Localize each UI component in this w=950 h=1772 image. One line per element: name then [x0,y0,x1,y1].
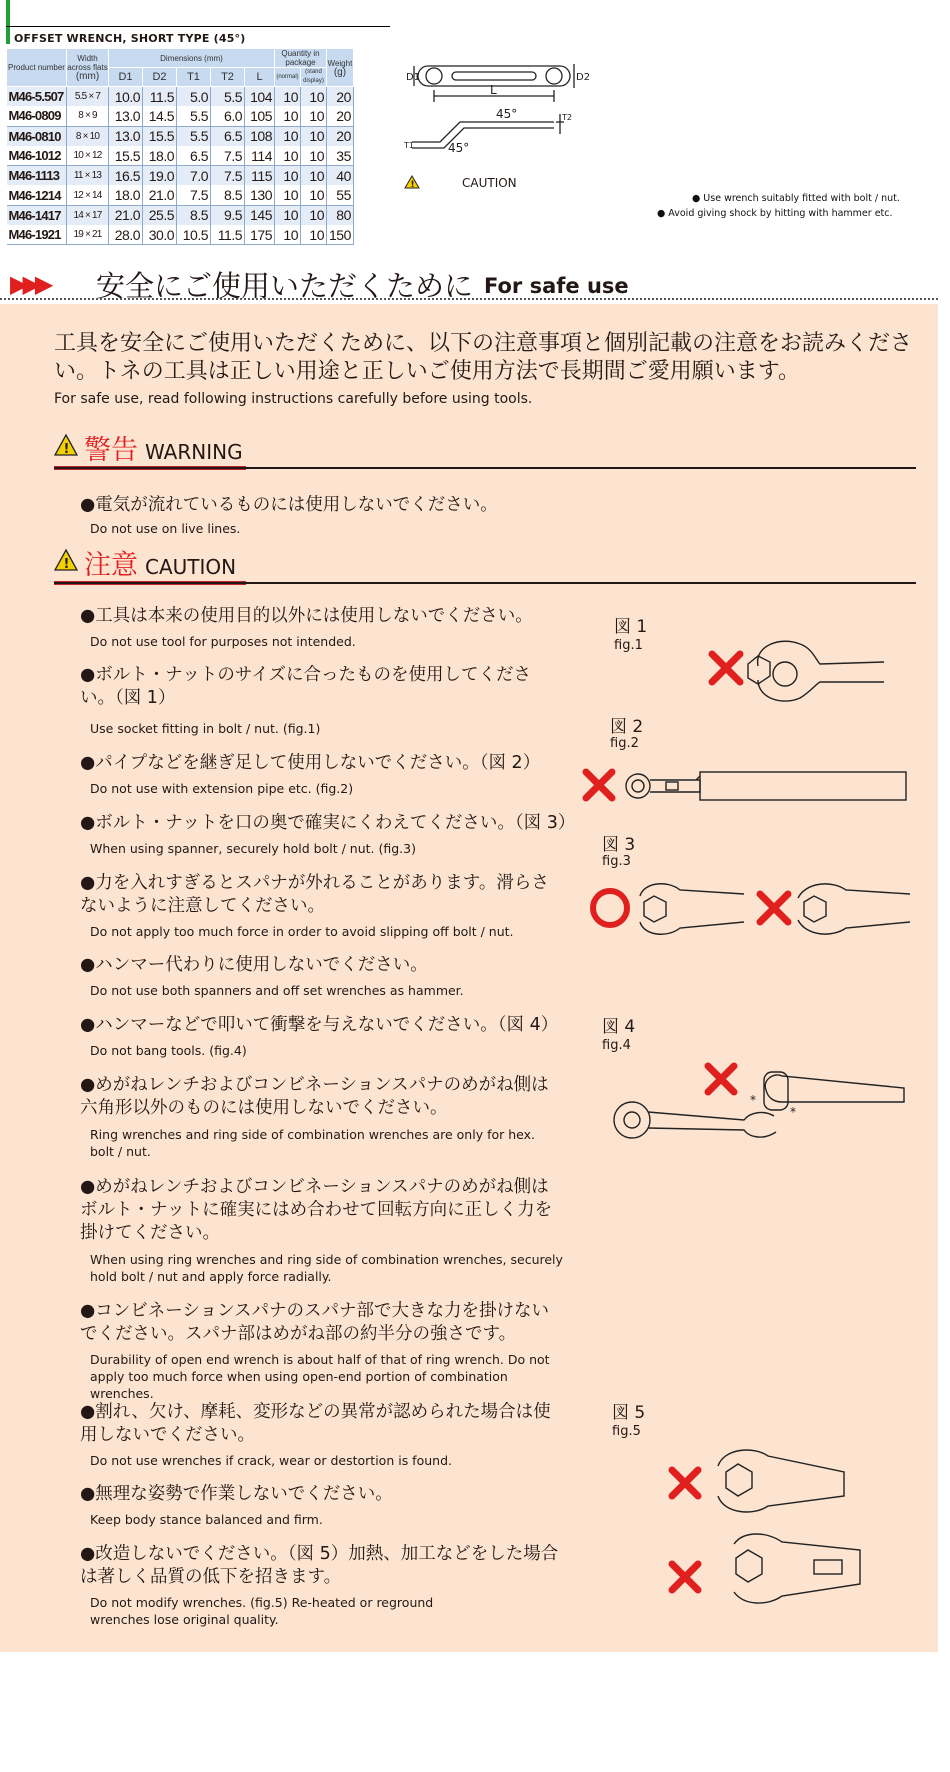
cell-t1: 5.5 [177,106,211,126]
wrench-diagram [404,56,590,166]
diagram-t2: T2 [562,113,572,122]
cell-width: 5.5 × 7 [67,87,109,107]
fig1-illustration [700,636,890,712]
cell-weight: 150 [327,225,354,245]
cell-d1: 18.0 [109,185,143,205]
cell-qty-normal: 10 [275,126,301,146]
diagram-d2: D2 [576,72,590,83]
table-row [7,106,354,126]
cell-t1: 10.5 [177,225,211,245]
svg-text:*: * [790,1105,796,1119]
cell-d2: 19.0 [143,166,177,186]
cell-l: 130 [245,185,275,205]
table-row [7,185,354,205]
cell-product-number: M46-1113 [7,166,67,186]
cell-qty-stand: 10 [301,146,327,166]
caution-item-11-en: Do not use wrenches if crack, wear or destortion is found. [90,1453,452,1468]
cell-weight: 55 [327,185,354,205]
header-title-jp: 安全にご使用いただくために [96,269,474,303]
cell-d1: 21.0 [109,205,143,225]
caution-item-2-jp: ●ボルト・ナットのサイズに合ったものを使用してください。（図 1） [80,665,532,708]
fig3-label-jp: 図 3 [602,835,636,855]
cell-product-number: M46-1417 [7,205,67,225]
fig4-label-en: fig.4 [602,1038,631,1053]
caution-item-5-jp: ●力を入れすぎるとスパナが外れることがあります。滑らさないように注意してください。 [80,873,549,916]
fig3-illustration [584,876,914,942]
warning-heading [84,428,243,467]
caution-item-12-en: Keep body stance balanced and firm. [90,1512,323,1527]
cell-weight: 20 [327,126,354,146]
cell-d2: 30.0 [143,225,177,245]
fig2-illustration [580,760,910,814]
cell-t2: 9.5 [211,205,245,225]
table-row [7,146,354,166]
svg-text:!: ! [63,442,70,456]
col-normal: (normal) [275,68,301,87]
spec-note-2: ● Avoid giving shock by hitting with hammer etc. [657,208,893,219]
col-product: Product number [7,49,67,87]
cell-d2: 14.5 [143,106,177,126]
warning-kanji: 警告 [84,435,138,466]
table-row [7,225,354,245]
col-dimensions: Dimensions (mm) [109,49,275,68]
header-arrows: ▶▶▶ [10,270,48,298]
cell-l: 114 [245,146,275,166]
cell-qty-stand: 10 [301,185,327,205]
col-d2: D2 [143,68,177,87]
cell-qty-normal: 10 [275,205,301,225]
cell-t1: 8.5 [177,205,211,225]
section-rule [6,26,390,27]
col-t2: T2 [211,68,245,87]
spec-title: OFFSET WRENCH, SHORT TYPE (45°) [14,32,246,45]
fig4-illustration [604,1058,914,1148]
fig1-x-icon [712,654,740,682]
fig4-x-icon [708,1066,734,1092]
cell-qty-normal: 10 [275,166,301,186]
cell-d1: 15.5 [109,146,143,166]
cell-width: 14 × 17 [67,205,109,225]
fig5-x-icon-2 [672,1564,698,1590]
caution-heading-triangle-icon [54,549,78,571]
diagram-t1: T1 [404,141,414,150]
col-weight: Weight (g) [327,49,354,87]
cell-t1: 7.5 [177,185,211,205]
cell-qty-normal: 10 [275,225,301,245]
intro-jp: 工具を安全にご使用いただくために、以下の注意事項と個別記載の注意をお読みください。トネの工具は正しい用途と正しいご使用方法で長期間ご愛用願います。 [54,331,913,384]
caution-item-11-jp: ●割れ、欠け、摩耗、変形などの異常が認められた場合は使用しないでください。 [80,1402,551,1445]
cell-t2: 5.5 [211,87,245,107]
cell-width: 10 × 12 [67,146,109,166]
cell-l: 115 [245,166,275,186]
col-width: Width across flats (mm) [67,49,109,87]
cell-d2: 18.0 [143,146,177,166]
caution-item-8-jp: ●めがねレンチおよびコンビネーションスパナのめがね側は六角形以外のものには使用しないでください。 [80,1075,549,1118]
table-row [7,126,354,146]
cell-l: 145 [245,205,275,225]
cell-weight: 35 [327,146,354,166]
cell-weight: 40 [327,166,354,186]
cell-product-number: M46-0810 [7,126,67,146]
cell-t1: 5.0 [177,87,211,107]
section-accent-bar [6,0,10,44]
spec-note-1: ● Use wrench suitably fitted with bolt / nut. [692,193,900,204]
col-stand: (stand display) [301,68,327,87]
cell-width: 8 × 9 [67,106,109,126]
cell-qty-normal: 10 [275,146,301,166]
cell-width: 8 × 10 [67,126,109,146]
cell-product-number: M46-5.507 [7,87,67,107]
cell-d1: 13.0 [109,106,143,126]
cell-d2: 25.5 [143,205,177,225]
cell-weight: 80 [327,205,354,225]
fig5-illustration [664,1446,864,1616]
fig5-label-jp: 図 5 [612,1403,646,1423]
cell-d1: 28.0 [109,225,143,245]
diagram-l: L [490,83,497,97]
caution-item-13-en: Do not modify wrenches. (fig.5) Re-heated or reground wrenches lose original quality. [90,1595,434,1627]
warning-underline [54,467,916,469]
caution-item-7-jp: ●ハンマーなどで叩いて衝撃を与えないでください。（図 4） [80,1015,559,1035]
table-row [7,87,354,107]
svg-text:!: ! [63,557,70,571]
spec-table [6,48,354,245]
cell-t1: 6.5 [177,146,211,166]
cell-l: 105 [245,106,275,126]
cell-l: 108 [245,126,275,146]
col-d1: D1 [109,68,143,87]
caution-item-5-en: Do not apply too much force in order to avoid slipping off bolt / nut. [90,924,514,939]
col-t1: T1 [177,68,211,87]
caution-item-6-en: Do not use both spanners and off set wrenches as hammer. [90,983,464,998]
header-title-en: For safe use [484,274,629,298]
svg-text:!: ! [410,180,415,189]
cell-qty-stand: 10 [301,225,327,245]
cell-qty-normal: 10 [275,185,301,205]
caution-item-12-jp: ●無理な姿勢で作業しないでください。 [80,1484,393,1504]
cell-d2: 15.5 [143,126,177,146]
caution-item-2-en: Use socket fitting in bolt / nut. (fig.1) [90,721,321,736]
table-row [7,205,354,225]
cell-d1: 13.0 [109,126,143,146]
caution-label: CAUTION [462,176,517,190]
caution-item-9-jp: ●めがねレンチおよびコンビネーションスパナのめがね側はボルト・ナットに確実にはめ合わせて回転方向に正しく力を掛けてください。 [80,1177,553,1243]
caution-item-1-jp: ●工具は本来の使用目的以外には使用しないでください。 [80,606,533,626]
fig1-label-jp: 図 1 [614,617,648,637]
warning-label: WARNING [145,440,243,464]
fig2-label-en: fig.2 [610,736,639,751]
caution-item-7-en: Do not bang tools. (fig.4) [90,1043,247,1058]
cell-width: 11 × 13 [67,166,109,186]
caution-kanji: 注意 [84,550,138,581]
caution-item-10-en: Durability of open end wrench is about half of that of ring wrench. Do not apply too much force when using open-end portion of combination wrenches. [90,1352,550,1401]
col-l: L [245,68,275,87]
diagram-d1: D1 [406,72,421,83]
caution-item-1-en: Do not use tool for purposes not intended. [90,634,356,649]
cell-d2: 21.0 [143,185,177,205]
caution-item-10-jp: ●コンビネーションスパナのスパナ部で大きな力を掛けないでください。スパナ部はめがね部の約半分の強さです。 [80,1301,550,1344]
caution-heading [84,543,236,582]
caution-item-8-en: Ring wrenches and ring side of combination wrenches are only for hex. bolt / nut. [90,1127,536,1159]
warning-item-en: Do not use on live lines. [90,521,241,536]
fig2-label-jp: 図 2 [610,717,644,737]
table-row [7,166,354,186]
cell-qty-normal: 10 [275,106,301,126]
fig1-label-en: fig.1 [614,638,643,653]
warning-triangle-icon [54,434,78,456]
diagram-angle-1: 45° [496,107,518,121]
cell-t2: 6.5 [211,126,245,146]
cell-t2: 6.0 [211,106,245,126]
cell-t1: 7.0 [177,166,211,186]
cell-t1: 5.5 [177,126,211,146]
cell-qty-stand: 10 [301,205,327,225]
cell-product-number: M46-1921 [7,225,67,245]
cell-qty-normal: 10 [275,87,301,107]
cell-weight: 20 [327,106,354,126]
caution-item-3-jp: ●パイプなどを継ぎ足して使用しないでください。（図 2） [80,753,541,773]
cell-t2: 8.5 [211,185,245,205]
cell-weight: 20 [327,87,354,107]
fig3-x-icon [760,894,788,922]
fig2-x-icon [586,772,612,798]
caution-heading-label: CAUTION [145,555,237,579]
cell-d1: 16.5 [109,166,143,186]
caution-item-6-jp: ●ハンマー代わりに使用しないでください。 [80,955,428,975]
cell-t2: 11.5 [211,225,245,245]
fig5-x-icon-1 [672,1470,698,1496]
cell-qty-stand: 10 [301,106,327,126]
fig4-label-jp: 図 4 [602,1017,636,1037]
caution-item-4-en: When using spanner, securely hold bolt / nut. (fig.3) [90,841,416,856]
col-quantity: Quantity in package [275,49,327,68]
diagram-angle-2: 45° [448,141,470,155]
fig3-ok-circle-icon [593,891,627,925]
cell-product-number: M46-0809 [7,106,67,126]
cell-l: 104 [245,87,275,107]
caution-item-9-en: When using ring wrenches and ring side of combination wrenches, securely hold bolt / nut and apply force radially. [90,1252,563,1284]
cell-d2: 11.5 [143,87,177,107]
warning-item-jp: ●電気が流れているものには使用しないでください。 [80,495,498,515]
intro-en: For safe use, read following instructions carefully before using tools. [54,391,533,407]
cell-qty-stand: 10 [301,87,327,107]
svg-text:*: * [750,1093,756,1107]
fig3-label-en: fig.3 [602,854,631,869]
caution-item-3-en: Do not use with extension pipe etc. (fig.2) [90,781,354,796]
cell-product-number: M46-1012 [7,146,67,166]
cell-t2: 7.5 [211,146,245,166]
caution-triangle-icon [404,175,420,189]
fig5-label-en: fig.5 [612,1424,641,1439]
header-divider [0,298,938,300]
caution-underline [54,582,916,584]
caution-item-4-jp: ●ボルト・ナットを口の奥で確実にくわえてください。（図 3） [80,813,576,833]
cell-qty-stand: 10 [301,166,327,186]
cell-d1: 10.0 [109,87,143,107]
cell-l: 175 [245,225,275,245]
cell-t2: 7.5 [211,166,245,186]
cell-width: 12 × 14 [67,185,109,205]
cell-qty-stand: 10 [301,126,327,146]
caution-item-13-jp: ●改造しないでください。（図 5）加熱、加工などをした場合は著しく品質の低下を招きます。 [80,1544,559,1587]
cell-product-number: M46-1214 [7,185,67,205]
cell-width: 19 × 21 [67,225,109,245]
